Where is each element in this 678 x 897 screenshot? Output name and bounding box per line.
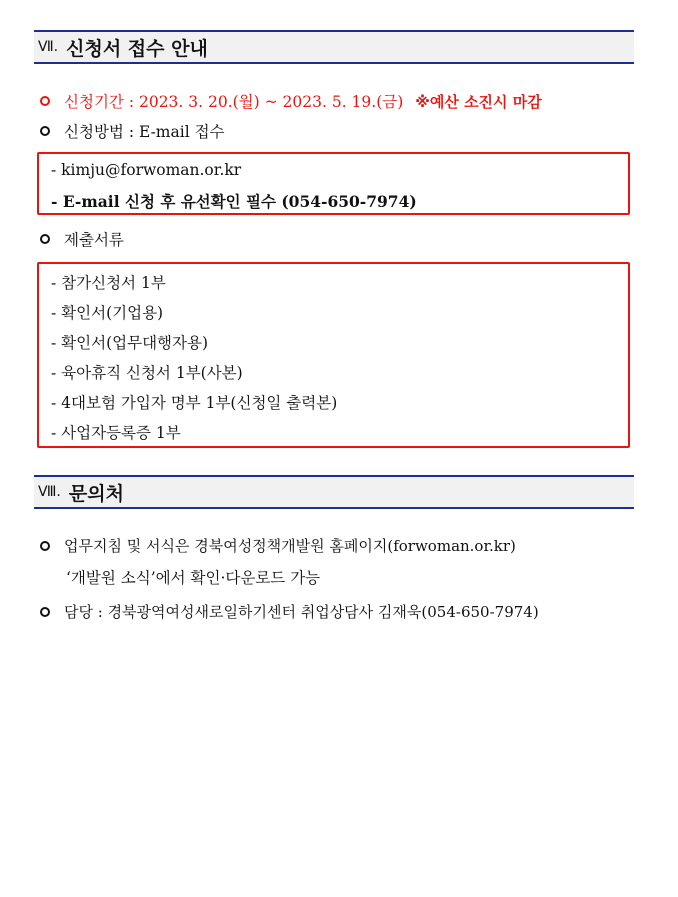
application-method: 신청방법 : E-mail 접수	[64, 123, 225, 141]
list-item: - 확인서(업무대행자용)	[51, 334, 209, 352]
documents-box	[37, 262, 630, 448]
application-period-row	[40, 90, 542, 112]
section-8-numeral: Ⅷ.	[38, 484, 61, 500]
application-method-row	[40, 120, 225, 142]
section-7-title: 신청서 접수 안내	[66, 37, 208, 60]
documents-label: 제출서류	[64, 231, 124, 249]
section-7-numeral: Ⅶ.	[38, 39, 59, 55]
guide-line-2: ‘개발원 소식’에서 확인·다운로드 가능	[66, 569, 321, 587]
circle-bullet-icon	[40, 607, 50, 617]
email-address: - kimju@forwoman.or.kr	[51, 161, 242, 179]
list-item: - 4대보험 가입자 명부 1부(신청일 출력본)	[51, 394, 338, 412]
circle-bullet-icon	[40, 234, 50, 244]
budget-deadline-note: ※예산 소진시 마감	[415, 92, 542, 111]
list-item: - 육아휴직 신청서 1부(사본)	[51, 364, 243, 382]
phone-confirm-note: - E-mail 신청 후 유선확인 필수 (054-650-7974)	[51, 192, 417, 211]
documents-row	[40, 228, 124, 250]
list-item: - 사업자등록증 1부	[51, 424, 181, 442]
circle-bullet-icon	[40, 126, 50, 136]
section-8-header	[34, 475, 634, 509]
list-item: - 확인서(기업용)	[51, 304, 164, 322]
section-8-title: 문의처	[68, 482, 124, 505]
guide-line-1: 업무지침 및 서식은 경북여성정책개발원 홈페이지(forwoman.or.kr)	[64, 537, 516, 555]
contact-row	[40, 601, 539, 622]
circle-bullet-icon	[40, 96, 50, 106]
email-info-box	[37, 152, 630, 215]
contact-info: 담당 : 경북광역여성새로일하기센터 취업상담사 김재욱(054-650-7974)	[64, 603, 539, 621]
list-item: - 참가신청서 1부	[51, 274, 166, 292]
application-period: 신청기간 : 2023. 3. 20.(월) ~ 2023. 5. 19.(금)	[64, 93, 404, 111]
guide-row	[40, 535, 516, 556]
circle-bullet-icon	[40, 541, 50, 551]
section-7-header	[34, 30, 634, 64]
